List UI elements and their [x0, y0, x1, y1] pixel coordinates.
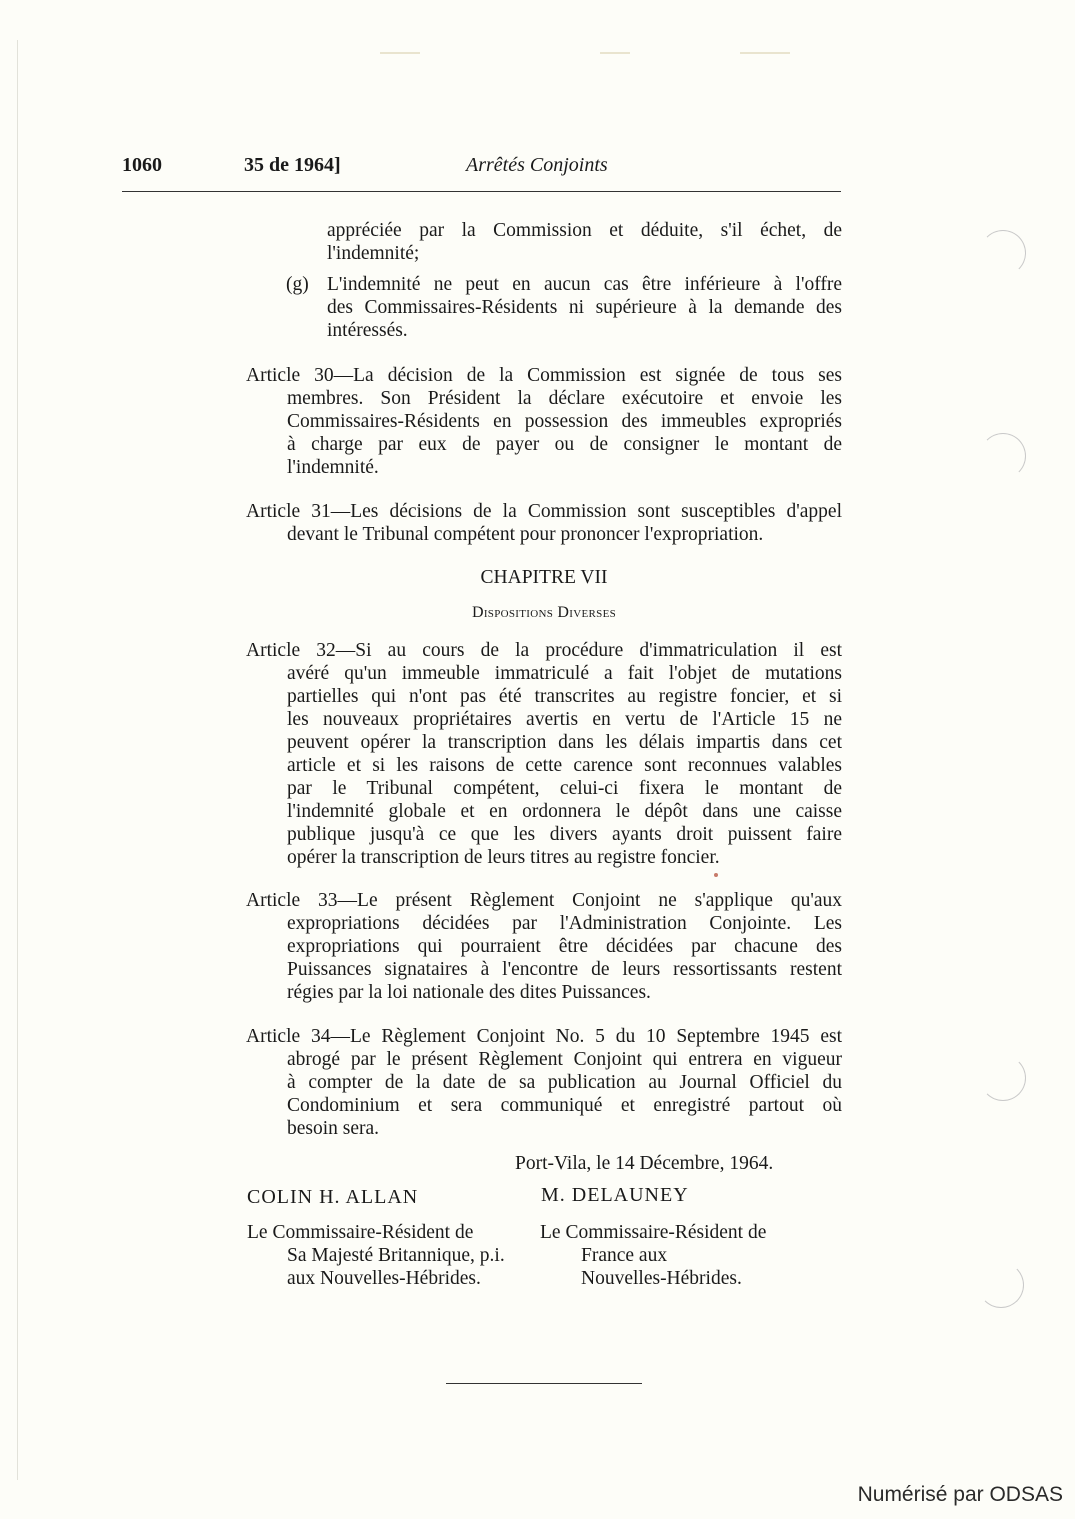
article-32-line: Article 32—Si au cours de la procédure d'immatriculation il est [246, 640, 842, 661]
article-33-line: expropriations décidées par l'Administration Conjointe. Les [287, 913, 842, 934]
signatory-title-uk: Sa Majesté Britannique, p.i. [287, 1245, 505, 1266]
article-32-line: partielles qui n'ont pas été transcrites au registre foncier, et si [287, 686, 842, 707]
item-label: (g) [286, 274, 309, 295]
article-32-line: l'indemnité globale et en ordonnera le dépôt dans une caisse [287, 801, 842, 822]
article-34-line: abrogé par le présent Règlement Conjoint qui entrera en vigueur [287, 1049, 842, 1070]
digitization-credit: Numérisé par ODSAS [857, 1483, 1063, 1506]
article-32-line: les nouveaux propriétaires avertis en vertu de l'Article 15 ne [287, 709, 842, 730]
signatory-title-fr: France aux [581, 1245, 668, 1266]
article-32-line: opérer la transcription de leurs titres au registre foncier. [287, 847, 720, 868]
ink-spot [714, 873, 718, 877]
place-date: Port-Vila, le 14 Décembre, 1964. [515, 1153, 774, 1174]
article-33-line: Puissances signataires à l'encontre de leurs ressortissants restent [287, 959, 842, 980]
article-30-line: à charge par eux de payer ou de consigner le montant de [287, 434, 842, 455]
article-30-line: Commissaires-Résidents en possession des immeubles expropriés [287, 411, 842, 432]
header-rule [122, 191, 841, 192]
article-33-line: Article 33—Le présent Règlement Conjoint ne s'applique qu'aux [246, 890, 842, 911]
signatory-name-uk: COLIN H. ALLAN [247, 1186, 419, 1208]
page-number: 1060 [122, 154, 162, 176]
closing-rule [446, 1383, 642, 1384]
signatory-title-uk: aux Nouvelles-Hébrides. [287, 1268, 481, 1289]
binder-hole-mark [980, 433, 1026, 479]
article-32-line: avéré qu'un immeuble immatriculé a fait l'objet de mutations [287, 663, 842, 684]
signatory-title-uk: Le Commissaire-Résident de [247, 1222, 474, 1243]
article-32-line: peuvent opérer la transcription dans les délais impartis dans cet [287, 732, 842, 753]
binder-hole-mark [980, 1055, 1026, 1101]
chapter-title: CHAPITRE VII [480, 567, 608, 588]
article-33-line: expropriations qui pourraient être décidées par chacune des [287, 936, 842, 957]
article-30-line: l'indemnité. [287, 457, 379, 478]
article-32-line: article et si les raisons de cette carence sont reconnues valables [287, 755, 842, 776]
continuation-line: l'indemnité; [327, 243, 420, 264]
article-32-line: publique jusqu'à ce que les divers ayants droit puissent faire [287, 824, 842, 845]
article-33-line: régies par la loi nationale des dites Puissances. [287, 982, 651, 1003]
article-30-line: membres. Son Président la déclare exécutoire et envoie les [287, 388, 842, 409]
continuation-line: appréciée par la Commission et déduite, s'il échet, de [327, 220, 842, 241]
signatory-name-fr: M. DELAUNEY [541, 1184, 689, 1206]
signatory-title-fr: Nouvelles-Hébrides. [581, 1268, 742, 1289]
scan-speck [600, 52, 630, 54]
scan-speck [380, 52, 420, 54]
article-34-line: besoin sera. [287, 1118, 380, 1139]
item-line: intéressés. [327, 320, 408, 341]
chapter-subtitle: Dispositions Diverses [471, 604, 617, 621]
item-line: des Commissaires-Résidents ni supérieure à la demande des [327, 297, 842, 318]
running-title: Arrêtés Conjoints [466, 154, 608, 176]
article-34-line: Condominium et sera communiqué et enregistré partout où [287, 1095, 842, 1116]
article-31-line: Article 31—Les décisions de la Commission sont susceptibles d'appel [246, 501, 842, 522]
scan-edge-line [17, 40, 18, 1480]
scan-speck [740, 52, 790, 54]
article-30-line: Article 30—La décision de la Commission est signée de tous ses [246, 365, 842, 386]
item-line: L'indemnité ne peut en aucun cas être inférieure à l'offre [327, 274, 842, 295]
signatory-title-fr: Le Commissaire-Résident de [540, 1222, 767, 1243]
article-31-line: devant le Tribunal compétent pour prononcer l'expropriation. [287, 524, 764, 545]
article-34-line: à compter de la date de sa publication au Journal Officiel du [287, 1072, 842, 1093]
binder-hole-mark [978, 1262, 1024, 1308]
article-32-line: par le Tribunal compétent, celui-ci fixera le montant de [287, 778, 842, 799]
header-reference: 35 de 1964] [244, 154, 341, 176]
article-34-line: Article 34—Le Règlement Conjoint No. 5 du 10 Septembre 1945 est [246, 1026, 842, 1047]
binder-hole-mark [980, 230, 1026, 276]
